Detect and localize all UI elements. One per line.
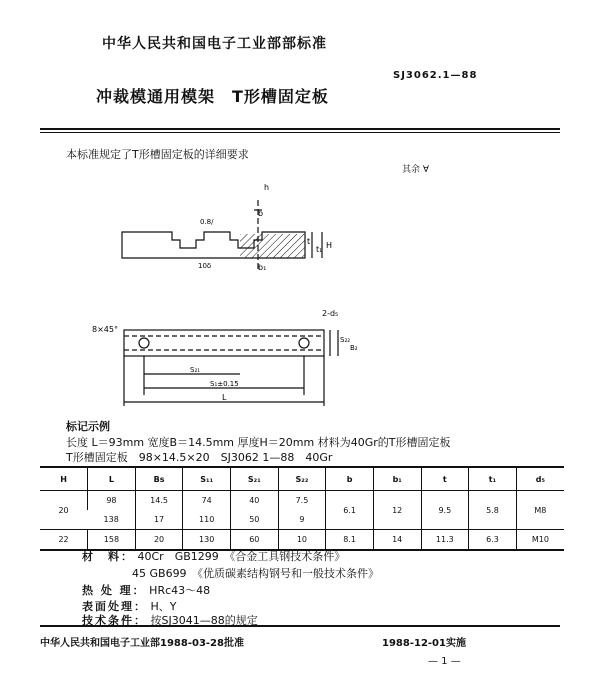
section-view <box>122 200 322 270</box>
col-S11: S₁₁ <box>183 467 231 491</box>
table-cell: M8 <box>516 491 564 530</box>
label-h: h <box>264 183 270 192</box>
col-b1: b₁ <box>373 467 421 491</box>
col-H: H <box>40 467 88 491</box>
col-t1: t₁ <box>469 467 517 491</box>
col-b: b <box>326 467 374 491</box>
col-S22: S₂₂ <box>278 467 326 491</box>
table-cell: 14.5 <box>135 491 183 511</box>
header-rule-thin <box>40 132 560 133</box>
table-cell: 9 <box>278 510 326 530</box>
standard-number: SJ3062.1—88 <box>393 70 478 81</box>
material-value-2: 45 GB699 《优质碳素结构钢号和一般技术条件》 <box>132 567 380 580</box>
label-t1: t₁ <box>316 245 323 254</box>
table-cell: 20 <box>58 505 69 515</box>
table-cell: 8.1 <box>326 530 374 551</box>
table-cell: 110 <box>183 510 231 530</box>
approval-issuer: 中华人民共和国电子工业部1988-03-28批准 <box>40 638 244 649</box>
table-cell: 12 <box>373 491 421 530</box>
label-s21: S₂₁ <box>190 366 201 374</box>
table-cell: 6.1 <box>326 491 374 530</box>
table-cell: 20 <box>135 530 183 551</box>
table-cell: 7.5 <box>278 491 326 511</box>
table-cell: 138 <box>103 515 119 524</box>
table-cell: 22 <box>58 535 69 544</box>
label-H: H <box>326 241 333 250</box>
technical-drawing <box>0 170 600 415</box>
plan-view <box>124 330 338 406</box>
label-t: t <box>307 237 311 246</box>
label-10d: 10δ <box>198 262 212 270</box>
label-s1: S₁±0.15 <box>210 380 239 388</box>
table-cell: 9.5 <box>421 491 469 530</box>
label-l: L <box>222 393 227 402</box>
heat-treatment-label: 热 处 理： <box>82 584 146 597</box>
table-cell: 60 <box>231 530 279 551</box>
ministry-header: 中华人民共和国电子工业部部标准 <box>102 36 327 52</box>
material-label: 材 料： <box>82 550 134 563</box>
table-row <box>40 530 564 551</box>
table-cell: 130 <box>183 530 231 551</box>
heat-treatment-value: HRc43～48 <box>149 584 211 597</box>
marking-line-2: T形槽固定板 98×14.5×20 SJ3062 1—88 40Gr <box>66 451 333 464</box>
table-cell: 5.8 <box>469 491 517 530</box>
table-cell: 158 <box>88 530 136 551</box>
technical-conditions-label: 技术条件： <box>82 614 147 627</box>
material-row <box>82 548 345 564</box>
effective-date: 1988-12-01实施 <box>382 638 466 649</box>
label-b1: b₁ <box>258 263 267 272</box>
header-rule <box>40 128 560 130</box>
material-value-1: 40Cr GB1299 《合金工具钢技术条件》 <box>137 550 346 563</box>
table-cell: 74 <box>183 491 231 511</box>
table-cell: 50 <box>231 510 279 530</box>
heat-treatment-row <box>82 582 210 598</box>
table-cell: M10 <box>516 530 564 551</box>
table-cell: 11.3 <box>421 530 469 551</box>
label-chamfer: 8×45° <box>92 325 118 334</box>
col-t: t <box>421 467 469 491</box>
table-header-row <box>40 467 564 491</box>
col-S21: S₂₁ <box>231 467 279 491</box>
document-title: 冲裁模通用模架 T形槽固定板 <box>96 87 329 106</box>
label-bs: B₂ <box>350 344 358 352</box>
dimension-table <box>40 466 564 551</box>
table-cell: 98 <box>88 491 136 511</box>
roughness-note: 其余 ∀ <box>402 165 430 175</box>
label-s22: S₂₂ <box>340 336 351 344</box>
marking-heading: 标记示例 <box>66 420 110 433</box>
marking-line-1: 长度 L＝93mm 宽度B＝14.5mm 厚度H＝20mm 材料为40Gr的T形槽固定板 <box>66 436 451 449</box>
label-ra08: 0.8/ <box>200 218 214 226</box>
page-number: — 1 — <box>428 656 461 667</box>
col-Bs: Bs <box>135 467 183 491</box>
table-cell: 14 <box>373 530 421 551</box>
col-d5: d₅ <box>516 467 564 491</box>
surface-treatment-label: 表面处理： <box>82 600 147 613</box>
col-L: L <box>88 467 136 491</box>
table-row <box>40 491 564 511</box>
technical-conditions-value: 按SJ3041—88的规定 <box>150 614 258 627</box>
label-holes: 2-d₅ <box>322 309 339 318</box>
surface-treatment-value: H、Y <box>150 600 177 613</box>
table-cell: 40 <box>231 491 279 511</box>
scope-statement: 本标准规定了T形槽固定板的详细要求 <box>66 148 249 161</box>
label-b: b <box>258 209 264 218</box>
table-cell: 17 <box>135 510 183 530</box>
footer-rule <box>40 625 560 627</box>
table-cell: 10 <box>278 530 326 551</box>
table-cell: 6.3 <box>469 530 517 551</box>
